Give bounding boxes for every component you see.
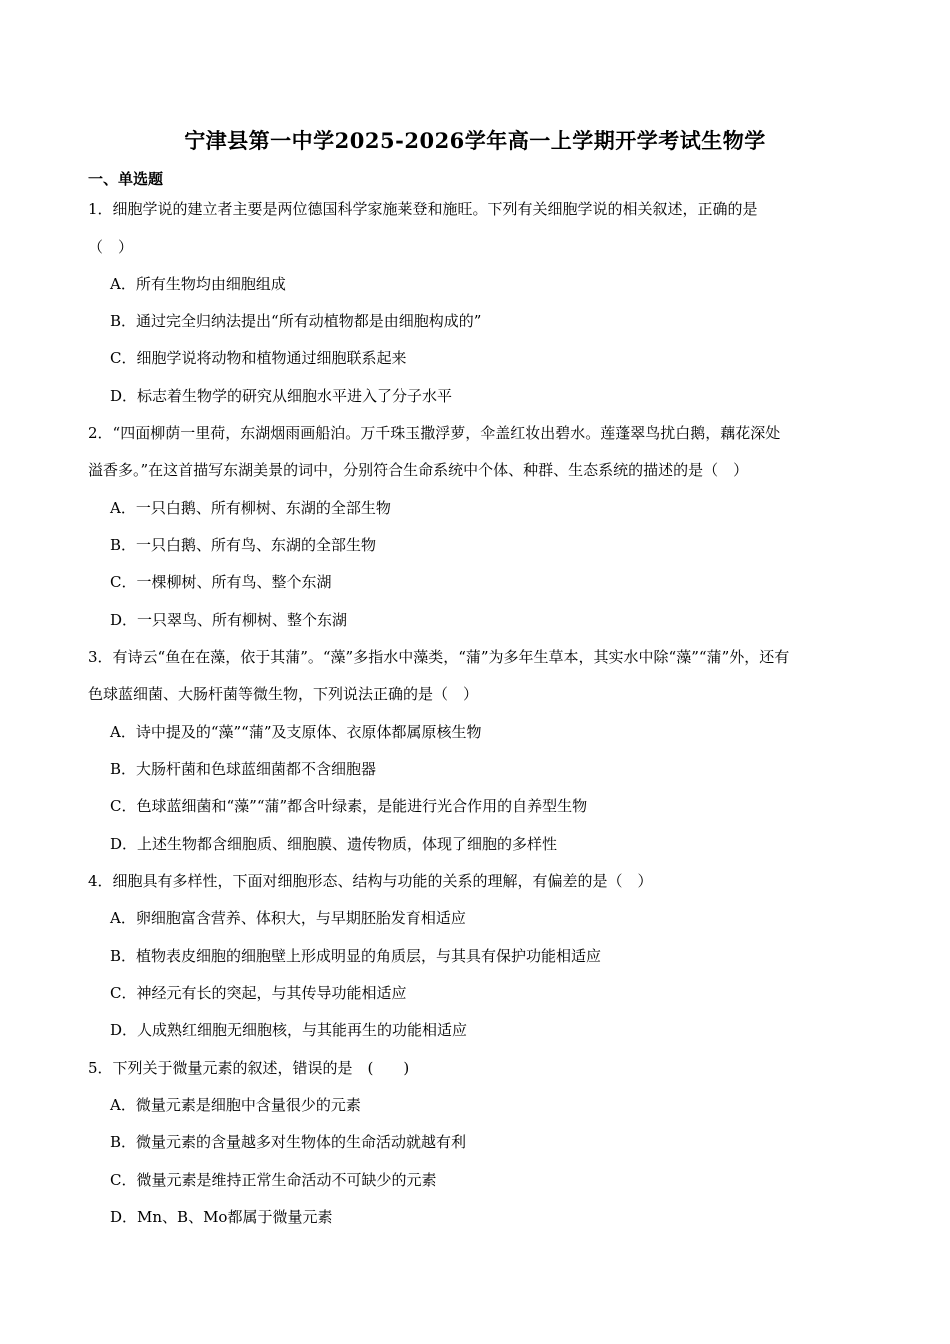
question-2-stem-line-2: 溢香多。”在这首描写东湖美景的词中，分别符合生命系统中个体、种群、生态系统的描述的是（ ） [88,461,749,479]
question-2-option-d: D．一只翠鸟、所有柳树、整个东湖 [110,611,348,629]
question-3-option-c: C．色球蓝细菌和“藻”“蒲”都含叶绿素，是能进行光合作用的自养型生物 [110,797,588,815]
question-4-option-c: C．神经元有长的突起，与其传导功能相适应 [110,984,407,1002]
question-5-option-d: D．Mn、B、Mo都属于微量元素 [110,1208,333,1226]
question-4-option-a: A．卵细胞富含营养、体积大，与早期胚胎发育相适应 [110,909,466,927]
question-2-stem-line-1: 2．“四面柳荫一里荷，东湖烟雨画船泊。万千珠玉撒浮萝，伞盖红妆出碧水。莲蓬翠鸟扰白鹅，藕花深处 [88,424,781,442]
question-2-option-c: C．一棵柳树、所有鸟、整个东湖 [110,573,332,591]
question-5-stem-line-1: 5．下列关于微量元素的叙述，错误的是 ( ) [88,1059,410,1077]
question-1-stem-line-2: （ ） [88,238,134,256]
question-4-option-d: D．人成熟红细胞无细胞核，与其能再生的功能相适应 [110,1021,468,1039]
question-5-option-a: A．微量元素是细胞中含量很少的元素 [110,1096,361,1114]
question-3-option-b: B．大肠杆菌和色球蓝细菌都不含细胞器 [110,760,377,778]
question-2-option-b: B．一只白鹅、所有鸟、东湖的全部生物 [110,536,377,554]
question-3-option-d: D．上述生物都含细胞质、细胞膜、遗传物质，体现了细胞的多样性 [110,835,558,853]
question-1-option-d: D．标志着生物学的研究从细胞水平进入了分子水平 [110,387,453,405]
question-3-stem-line-1: 3．有诗云“鱼在在藻，依于其蒲”。“藻”多指水中藻类，“蒲”为多年生草本，其实水中除“藻”“蒲”外，还有 [88,648,790,666]
question-1-option-c: C．细胞学说将动物和植物通过细胞联系起来 [110,349,407,367]
question-3-stem-line-2: 色球蓝细菌、大肠杆菌等微生物，下列说法正确的是（ ） [88,685,479,703]
section-heading: 一、单选题 [88,170,164,188]
question-3-option-a: A．诗中提及的“藻”“蒲”及支原体、衣原体都属原核生物 [110,723,482,741]
question-5-option-c: C．微量元素是维持正常生命活动不可缺少的元素 [110,1171,437,1189]
question-1-option-a: A．所有生物均由细胞组成 [110,275,286,293]
exam-title: 宁津县第一中学2025-2026学年高一上学期开学考试生物学 [184,128,766,153]
question-2-option-a: A．一只白鹅、所有柳树、东湖的全部生物 [110,499,391,517]
question-4-option-b: B．植物表皮细胞的细胞壁上形成明显的角质层，与其具有保护功能相适应 [110,947,602,965]
question-1-option-b: B．通过完全归纳法提出“所有动植物都是由细胞构成的” [110,312,482,330]
question-1-stem-line-1: 1．细胞学说的建立者主要是两位德国科学家施莱登和施旺。下列有关细胞学说的相关叙述，正确的是 [88,200,758,218]
question-4-stem-line-1: 4．细胞具有多样性，下面对细胞形态、结构与功能的关系的理解，有偏差的是（ ） [88,872,653,890]
question-5-option-b: B．微量元素的含量越多对生物体的生命活动就越有利 [110,1133,467,1151]
